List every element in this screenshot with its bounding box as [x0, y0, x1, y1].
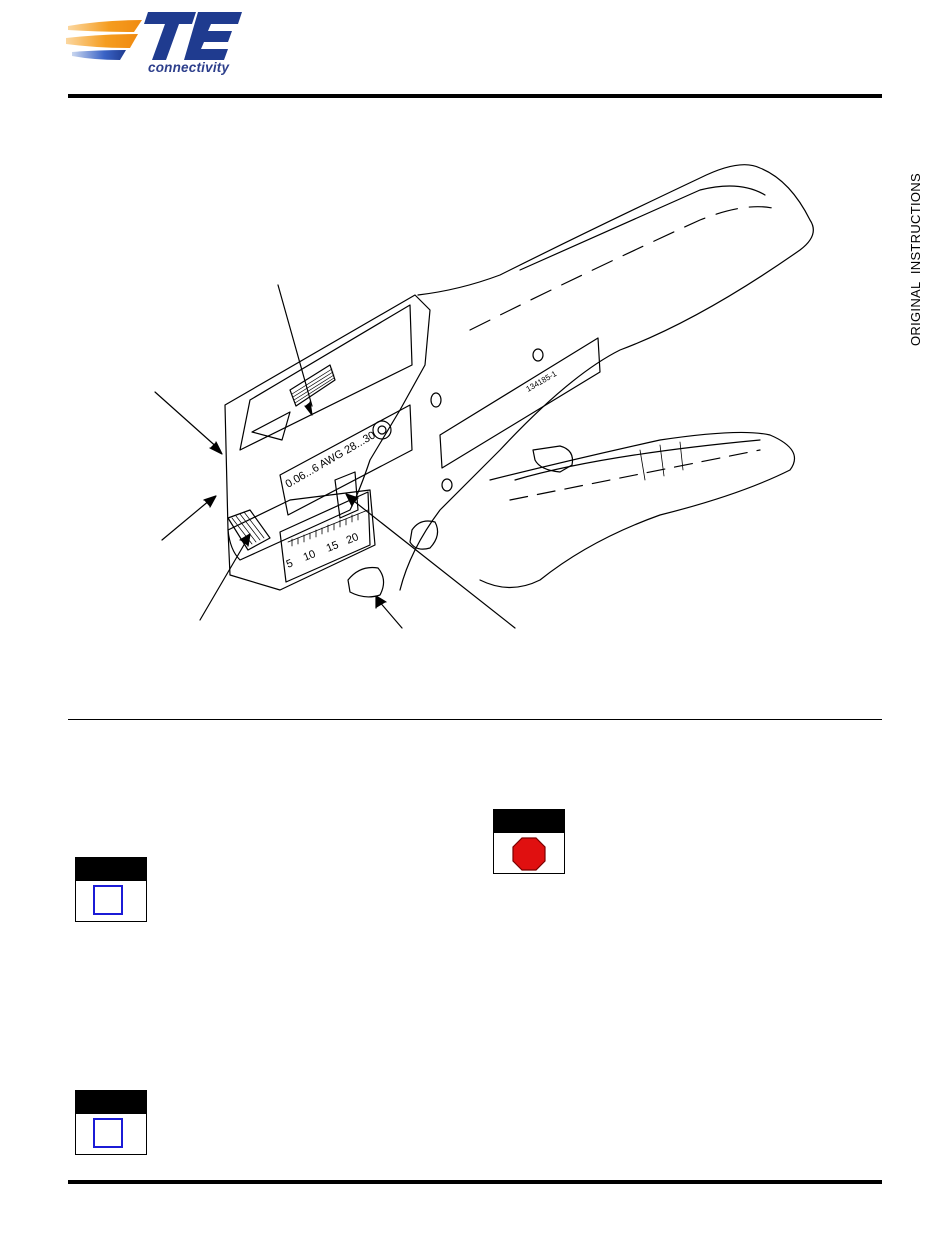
stop-badge: [493, 809, 565, 874]
tool-illustration: [140, 150, 840, 640]
logo-wordmark: connectivity: [148, 60, 230, 75]
tool-marking: 134185-1: [524, 369, 559, 394]
scale-number-2: 15: [324, 539, 341, 555]
note-square-icon: [93, 885, 123, 915]
note-badge: [75, 1090, 147, 1155]
section-rule: [68, 719, 882, 720]
te-logo: [62, 8, 252, 78]
footer-rule: [68, 1180, 882, 1184]
scale-number-3: 20: [344, 531, 361, 547]
scale-number-1: 10: [301, 548, 318, 564]
leader-line-6: [350, 498, 515, 628]
scale-number-0: 5: [284, 557, 295, 571]
stop-octagon-icon: [512, 837, 546, 871]
leader-line-3: [162, 500, 210, 540]
leader-line-2: [155, 392, 220, 450]
leader-line-4: [200, 538, 248, 620]
note-badge-bar: [76, 1091, 146, 1114]
gauge-label: 0.06...6 AWG 28...30: [283, 429, 378, 491]
original-instructions-label: ORIGINAL INSTRUCTIONS: [908, 173, 923, 346]
header-rule: [68, 94, 882, 98]
note-badge-bar: [76, 858, 146, 881]
leader-line-1: [278, 285, 312, 406]
note-square-icon: [93, 1118, 123, 1148]
stop-badge-bar: [494, 810, 564, 833]
note-badge: [75, 857, 147, 922]
